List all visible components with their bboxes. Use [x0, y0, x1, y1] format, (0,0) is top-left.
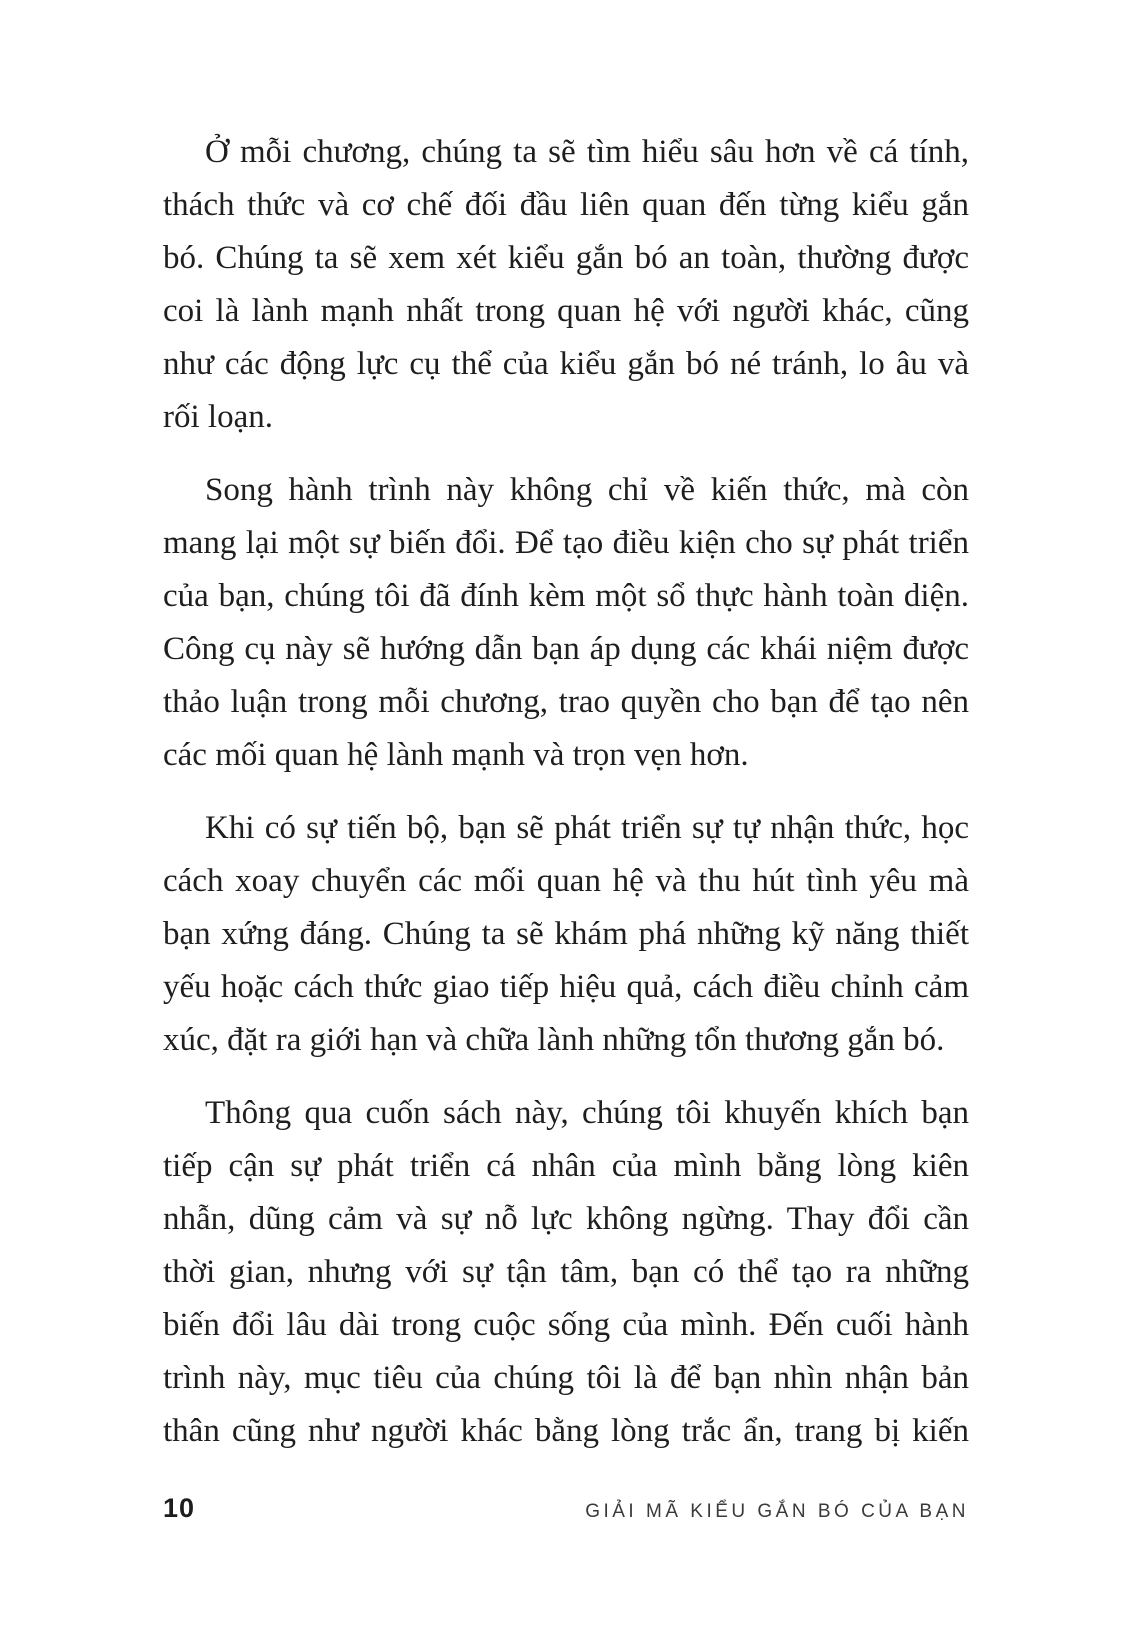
text-line: thân cũng như người khác bằng lòng trắc ẩn, trang bị kiến	[163, 1413, 969, 1449]
text-line: của bạn, chúng tôi đã đính kèm một sổ thực hành toàn diện.	[163, 578, 969, 614]
text-line: trình này, mục tiêu của chúng tôi là để bạn nhìn nhận bản	[163, 1360, 969, 1396]
text-line: bạn xứng đáng. Chúng ta sẽ khám phá những kỹ năng thiết	[163, 916, 969, 952]
text-line: Ở mỗi chương, chúng ta sẽ tìm hiểu sâu hơn về cá tính,	[205, 134, 969, 170]
paragraph	[163, 1087, 969, 1458]
text-line: Thông qua cuốn sách này, chúng tôi khuyến khích bạn	[205, 1095, 969, 1131]
page-footer	[163, 1493, 969, 1524]
paragraph	[163, 464, 969, 782]
text-line: mang lại một sự biến đổi. Để tạo điều kiện cho sự phát triển	[163, 525, 969, 561]
text-line: thời gian, nhưng với sự tận tâm, bạn có thể tạo ra những	[163, 1254, 969, 1290]
text-line: cách xoay chuyển các mối quan hệ và thu hút tình yêu mà	[163, 863, 969, 899]
text-line: coi là lành mạnh nhất trong quan hệ với người khác, cũng	[163, 293, 969, 329]
text-line: rối loạn.	[163, 399, 273, 435]
body-text	[163, 126, 969, 1478]
text-line: như các động lực cụ thể của kiểu gắn bó né tránh, lo âu và	[163, 346, 969, 382]
text-line: thảo luận trong mỗi chương, trao quyền cho bạn để tạo nên	[163, 684, 969, 720]
text-line: xúc, đặt ra giới hạn và chữa lành những tổn thương gắn bó.	[163, 1022, 945, 1058]
text-line: tiếp cận sự phát triển cá nhân của mình bằng lòng kiên	[163, 1148, 969, 1184]
paragraph	[163, 126, 969, 444]
text-line: biến đổi lâu dài trong cuộc sống của mình. Đến cuối hành	[163, 1307, 969, 1343]
text-line: thách thức và cơ chế đối đầu liên quan đến từng kiểu gắn	[163, 187, 969, 223]
running-title: GIẢI MÃ KIỂU GẮN BÓ CỦA BẠN	[585, 1501, 969, 1522]
text-line: bó. Chúng ta sẽ xem xét kiểu gắn bó an toàn, thường được	[163, 240, 969, 276]
page-number: 10	[163, 1493, 196, 1523]
text-line: các mối quan hệ lành mạnh và trọn vẹn hơn.	[163, 737, 749, 773]
text-line: yếu hoặc cách thức giao tiếp hiệu quả, cách điều chỉnh cảm	[163, 969, 969, 1005]
text-line: Khi có sự tiến bộ, bạn sẽ phát triển sự tự nhận thức, học	[205, 810, 969, 846]
paragraph	[163, 802, 969, 1067]
text-line: Song hành trình này không chỉ về kiến thức, mà còn	[205, 472, 969, 508]
text-line: Công cụ này sẽ hướng dẫn bạn áp dụng các khái niệm được	[163, 631, 969, 667]
text-line: nhẫn, dũng cảm và sự nỗ lực không ngừng. Thay đổi cần	[163, 1201, 969, 1237]
